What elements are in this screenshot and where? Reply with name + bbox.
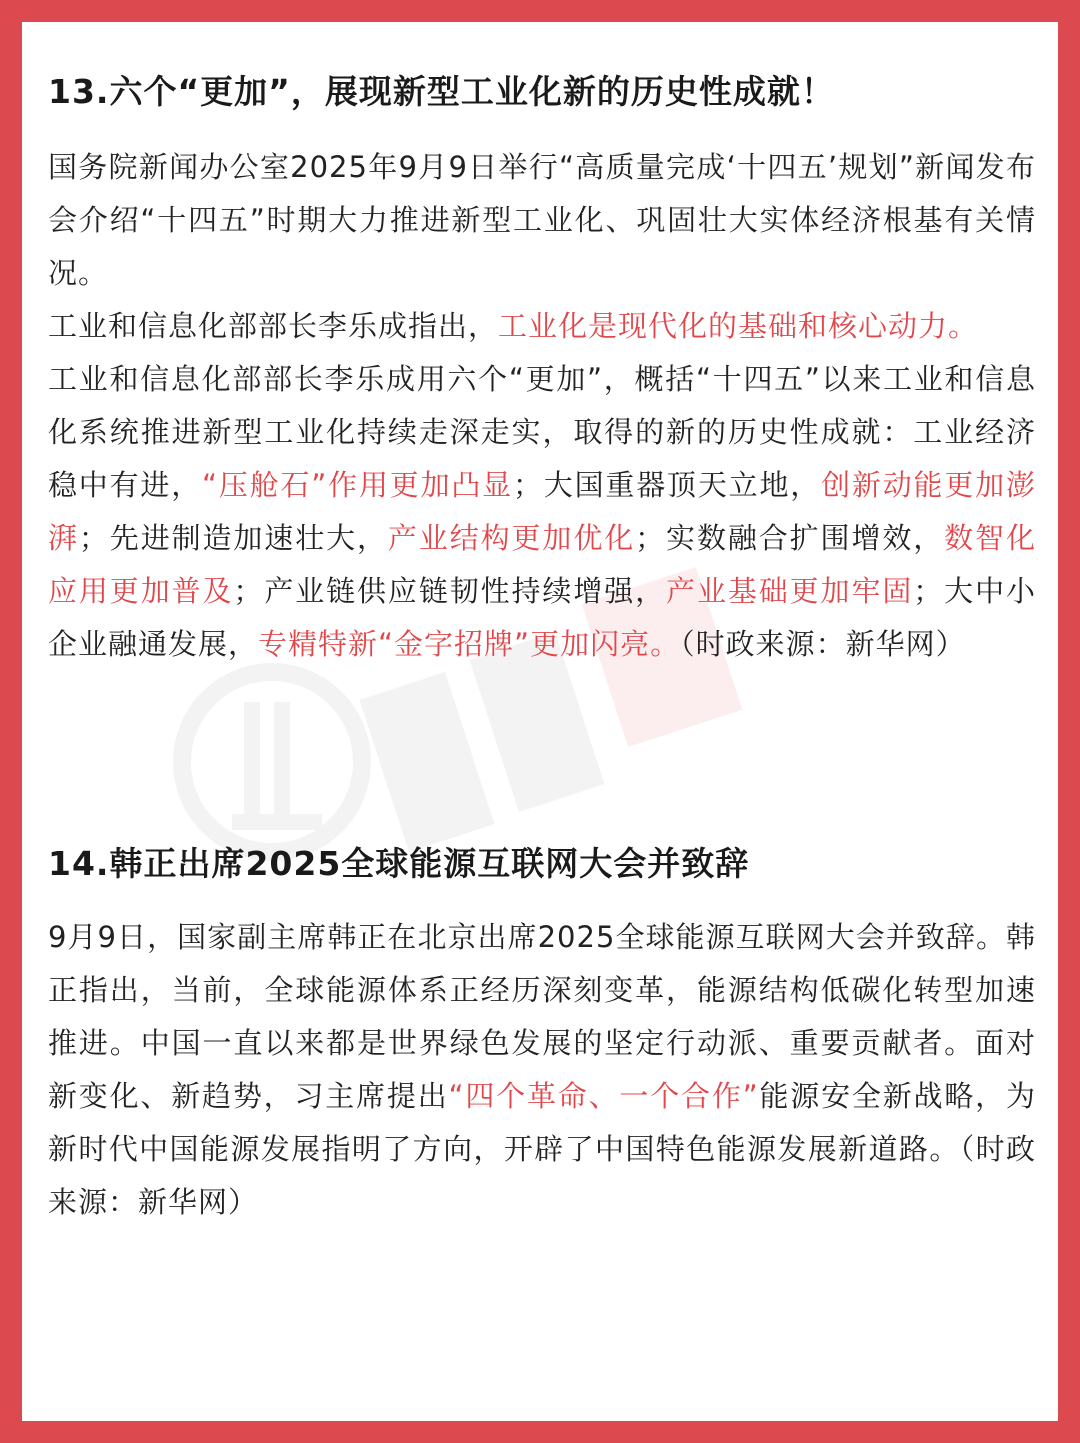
text-run: ；先进制造加速壮大， [78, 521, 388, 555]
text-run: ；大国重器顶天立地， [513, 468, 822, 502]
highlight-text: 数智化应用更加普及 [48, 521, 1036, 608]
highlight-text: “四个革命、一个合作” [448, 1079, 759, 1113]
text-run: ；实数融合扩围增效， [635, 521, 945, 555]
text-run: 9月9日，国家副主席韩正在北京出席2025全球能源互联网大会并致辞。韩正指出，当前，全球能源体系正经历深刻变革，能源结构低碳化转型加速推进。中国一直以来都是世界绿色发展的坚定行动派、重要贡献者。面对新变化、新趋势，习主席提出 [48, 920, 1036, 1113]
section-14-title: 14.韩正出席2025全球能源互联网大会并致辞 [48, 844, 750, 883]
text-run: 能源安全新战略，为新时代中国能源发展指明了方向，开辟了中国特色能源发展新道路。（时政来源：新华网） [48, 1079, 1036, 1219]
highlight-text: 产业基础更加牢固 [666, 574, 914, 608]
text-run: ；产业链供应链韧性持续增强， [233, 574, 667, 608]
section-13-paragraph-3 [48, 353, 1036, 671]
section-14-paragraph-1 [48, 911, 1036, 1229]
text-run: ；大中小企业融通发展， [48, 574, 1036, 661]
highlight-text: 产业结构更加优化 [387, 521, 636, 555]
source-note: （时政来源：新华网） [680, 627, 966, 661]
highlight-text: 工业化是现代化的基础和核心动力。 [498, 309, 979, 343]
section-13 [48, 66, 1036, 671]
highlight-text: “压舱石”作用更加凸显 [202, 468, 513, 502]
section-13-title: 13.六个“更加”，展现新型工业化新的历史性成就！ [48, 72, 835, 111]
highlight-text: 创新动能更加澎湃 [48, 468, 1036, 555]
section-13-paragraph-1: 国务院新闻办公室2025年9月9日举行“高质量完成‘十四五’规划”新闻发布会介绍“十四五”时期大力推进新型工业化、巩固壮大实体经济根基有关情况。 [48, 150, 1036, 290]
content-card [22, 22, 1058, 1421]
section-14 [48, 838, 1036, 1229]
text-run: 工业和信息化部部长李乐成指出， [48, 309, 499, 343]
text-run: 工业和信息化部部长李乐成用六个“更加”，概括“十四五”以来工业和信息化系统推进新型工业化持续走深走实，取得的新的历史性成就：工业经济稳中有进， [48, 362, 1036, 502]
highlight-text: 专精特新“金字招牌”更加闪亮。 [258, 627, 681, 661]
section-13-paragraph-2 [48, 300, 1036, 353]
